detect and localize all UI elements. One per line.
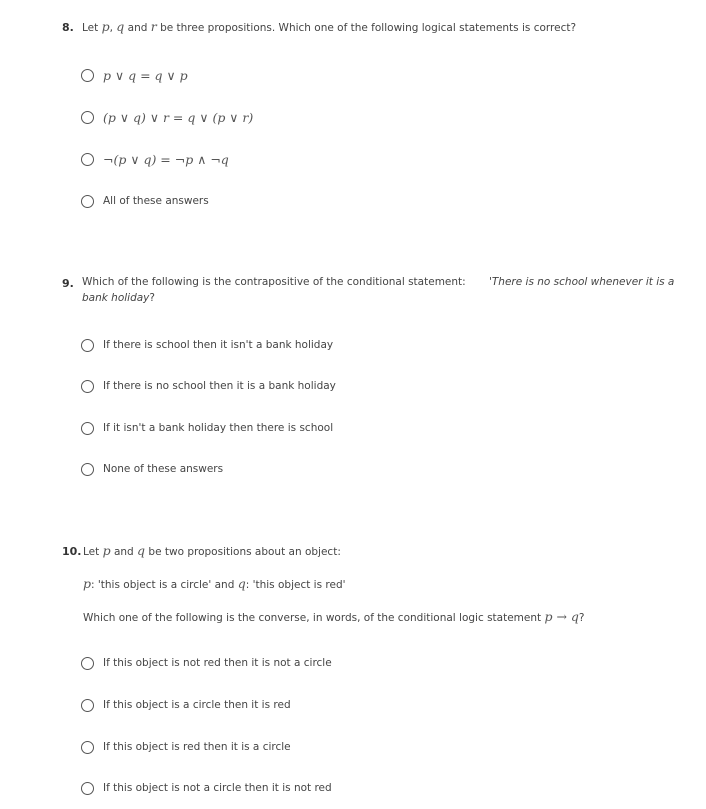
option-label: If it isn't a bank holiday then there is school <box>103 422 334 434</box>
option-radio[interactable] <box>81 779 332 797</box>
option-label: All of these answers <box>103 195 209 207</box>
option-label: If this object is not red then it is not a circle <box>103 657 332 669</box>
radio-button[interactable] <box>81 339 94 352</box>
option-radio[interactable] <box>81 419 333 437</box>
option-label: If this object is a circle then it is red <box>103 699 291 711</box>
radio-button[interactable] <box>81 111 94 124</box>
text: Let <box>82 22 102 34</box>
radio-button[interactable] <box>81 195 94 208</box>
option-radio[interactable] <box>81 150 229 168</box>
radio-button[interactable] <box>81 153 94 166</box>
radio-button[interactable] <box>81 782 94 795</box>
option-radio[interactable] <box>81 377 336 395</box>
option-label: If this object is not a circle then it is not red <box>103 782 332 794</box>
option-radio[interactable] <box>81 696 291 714</box>
text: Which one of the following is the converse, in words, of the conditional logic statement <box>83 612 545 624</box>
math-implication: p → q <box>544 609 579 624</box>
text: Let <box>83 546 103 558</box>
question-number: 8. <box>62 21 74 34</box>
radio-button[interactable] <box>81 699 94 712</box>
question-number: 10. <box>62 545 82 558</box>
text: ? <box>578 612 585 624</box>
radio-button[interactable] <box>81 741 94 754</box>
option-radio[interactable] <box>81 738 291 756</box>
radio-button[interactable] <box>81 657 94 670</box>
question-prompt <box>83 609 584 624</box>
math-q: q <box>237 576 246 591</box>
text: and <box>110 546 138 558</box>
text: be three propositions. Which one of the following logical statements is correct? <box>156 22 577 34</box>
text: : 'this object is red' <box>245 579 346 591</box>
math-q: q <box>116 19 125 34</box>
radio-button[interactable] <box>81 422 94 435</box>
option-label: If there is no school then it is a bank holiday <box>103 380 336 392</box>
question-text <box>82 19 576 34</box>
question-text: Which of the following is the contrapositive of the conditional statement: <box>82 276 466 288</box>
option-label: If this object is red then it is a circle <box>103 741 291 753</box>
radio-button[interactable] <box>81 380 94 393</box>
option-radio[interactable] <box>81 192 209 210</box>
option-radio[interactable] <box>81 66 188 84</box>
math-r: r <box>150 19 157 34</box>
text: bank holiday <box>82 292 150 304</box>
math-p: p <box>101 19 110 34</box>
text: and <box>124 22 151 34</box>
option-label: ¬(p ∨ q) = ¬p ∧ ¬q <box>103 151 229 167</box>
option-label: (p ∨ q) ∨ r = q ∨ (p ∨ r) <box>103 109 254 125</box>
math-q: q <box>137 543 146 558</box>
option-radio[interactable] <box>81 654 332 672</box>
option-radio[interactable] <box>81 108 253 126</box>
quoted-statement: 'There is no school whenever it is a <box>489 276 675 288</box>
text: ? <box>149 292 155 304</box>
option-radio[interactable] <box>81 460 223 478</box>
option-label: None of these answers <box>103 463 224 475</box>
option-label: p ∨ q = q ∨ p <box>103 67 188 83</box>
radio-button[interactable] <box>81 69 94 82</box>
text: : 'this object is a circle' and <box>91 579 238 591</box>
question-text <box>83 543 341 558</box>
option-radio[interactable] <box>81 336 333 354</box>
math-p: p <box>102 543 111 558</box>
radio-button[interactable] <box>81 463 94 476</box>
proposition-definitions <box>83 576 346 591</box>
option-label: If there is school then it isn't a bank holiday <box>103 339 334 351</box>
quoted-statement-cont <box>82 292 155 304</box>
math-p: p <box>83 576 92 591</box>
text: , <box>109 22 117 34</box>
text: be two propositions about an object: <box>145 546 341 558</box>
question-number: 9. <box>62 277 74 290</box>
